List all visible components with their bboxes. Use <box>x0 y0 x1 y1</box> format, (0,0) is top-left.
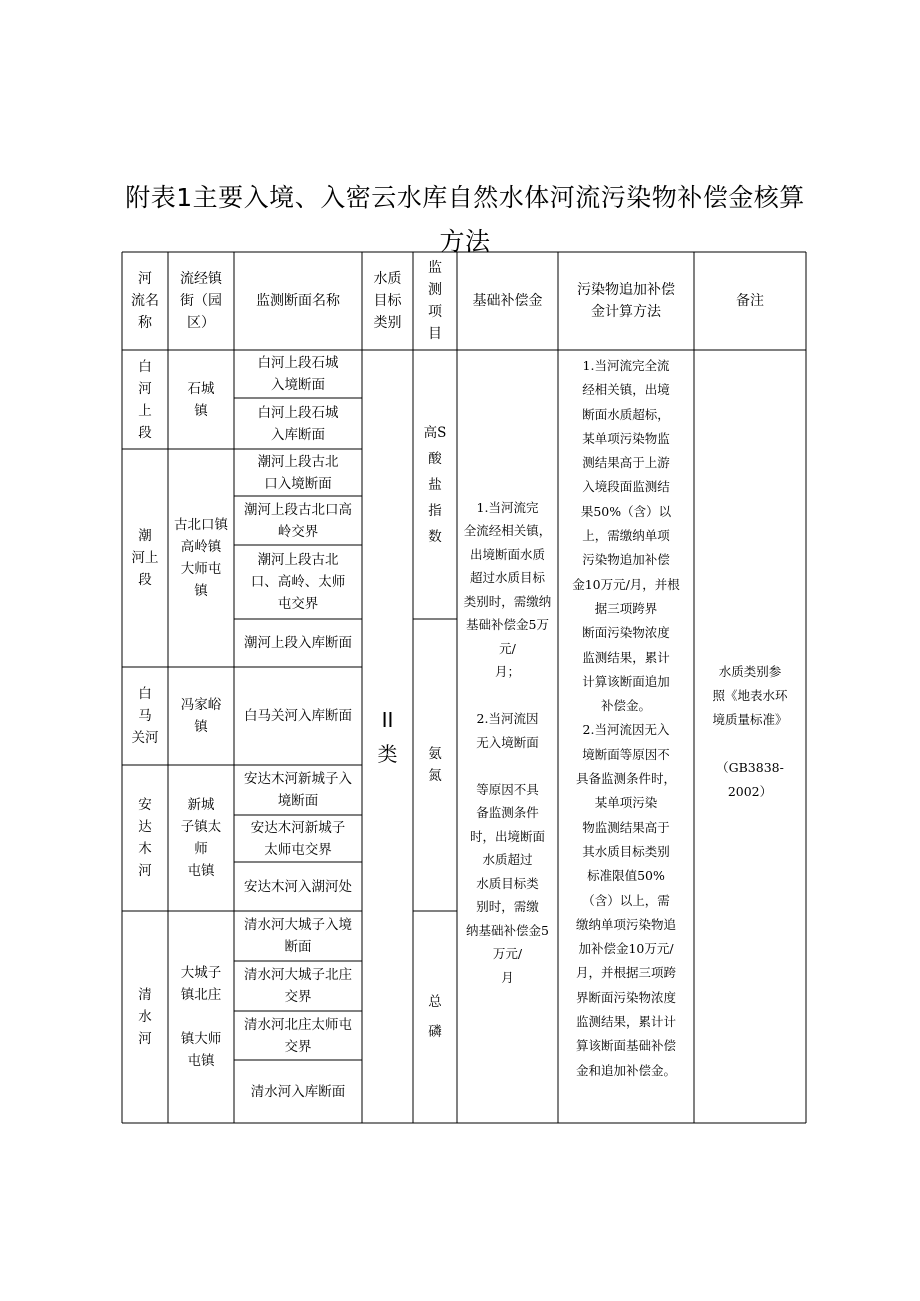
header-base-compensation: 基础补偿金 <box>472 293 543 309</box>
doc-title-line1: 附表1主要入境、入密云水库自然水体河流污染物补偿金核算 <box>125 183 805 212</box>
header-section-name: 监测断面名称 <box>256 293 340 309</box>
section-name: 安达木河入湖河处 <box>244 878 352 895</box>
base-compensation-text: 1.当河流完 全流经相关镇， 出境断面水质 超过水质目标 类别时，需缴纳 基础补偿金5万 元/ 月； 2.当河流因 无入境断面 等原因不具 备监测条件 时，出境断面 水质超过 水质目标类 别时，需缴 纳基础补偿金5 万元/ 月 <box>463 499 552 985</box>
water-class-value: II 类 <box>377 707 398 766</box>
header-river-name: 河 流名 称 <box>131 271 159 331</box>
section-name: 潮河上段古北 口、高岭、太师 屯交界 <box>250 552 346 612</box>
section-name: 潮河上段古北口高 岭交界 <box>244 501 352 540</box>
section-name: 潮河上段入库断面 <box>244 635 352 651</box>
header-monitor-item: 监 测 项 目 <box>428 260 442 342</box>
note-text: 水质类别参 照《地表水环 境质量标准》 （GB3838- 2002） <box>712 663 788 799</box>
river-name: 潮 河上 段 <box>131 528 159 588</box>
river-town: 大城子 镇北庄 镇大师 屯镇 <box>180 965 222 1069</box>
section-name: 白河上段石城 入境断面 <box>257 355 339 393</box>
header-water-class: 水质 目标 类别 <box>373 271 402 331</box>
section-name: 白河上段石城 入库断面 <box>257 404 339 443</box>
river-name: 清 水 河 <box>138 987 152 1047</box>
section-name: 清水河大城子北庄 交界 <box>244 967 352 1005</box>
river-town: 冯家峪 镇 <box>180 697 222 735</box>
river-town: 新城 子镇太 师 屯镇 <box>180 797 222 879</box>
header-extra-compensation: 污染物追加补偿 金计算方法 <box>577 282 675 320</box>
river-name: 白 马 关河 <box>131 686 159 746</box>
monitor-item: 高S 酸 盐 指 数 <box>423 424 447 545</box>
section-name: 白马关河入库断面 <box>244 708 352 724</box>
river-name: 白 河 上 段 <box>138 358 152 441</box>
section-name: 安达木河新城子 太师屯交界 <box>250 819 346 858</box>
river-name: 安 达 木 河 <box>138 797 152 879</box>
monitor-item: 氨 氮 <box>428 746 442 784</box>
river-town: 古北口镇 高岭镇 大师屯 镇 <box>174 517 228 599</box>
header-town: 流经镇 街（园 区） <box>180 271 222 331</box>
monitor-item: 总 磷 <box>428 994 442 1040</box>
doc-title-line2: 方法 <box>439 227 491 256</box>
section-name: 安达木河新城子入 境断面 <box>244 771 352 809</box>
section-name: 清水河北庄太师屯 交界 <box>244 1016 352 1055</box>
section-name: 清水河入库断面 <box>250 1083 346 1100</box>
section-name: 清水河大城子入境 断面 <box>244 917 352 955</box>
river-town: 石城 镇 <box>187 380 215 419</box>
header-note: 备注 <box>736 293 764 309</box>
section-name: 潮河上段古北 口入境断面 <box>257 453 339 492</box>
extra-compensation-text: 1.当河流完全流 经相关镇，出境 断面水质超标， 某单项污染物监 测结果高于上游 入境段面监测结 果50%（含）以 上，需缴纳单项 污染物追加补偿 金10万元/月，并根 据三项跨界 断面污染物浓度 监测结果，累计 计算该断面追加 补偿金。 2.当河流因无入 境断面等原因不 具备监测条件时， 某单项污染 物监测结果高于 其水质目标类别 标准限值50% （含）以上，需 缴纳单项污染物追 加补偿金10万元/ 月，并根据三项跨 界断面污染物浓度 监测结果，累计计 算该断面基础补偿 金和追加补偿金。 <box>572 358 680 1078</box>
